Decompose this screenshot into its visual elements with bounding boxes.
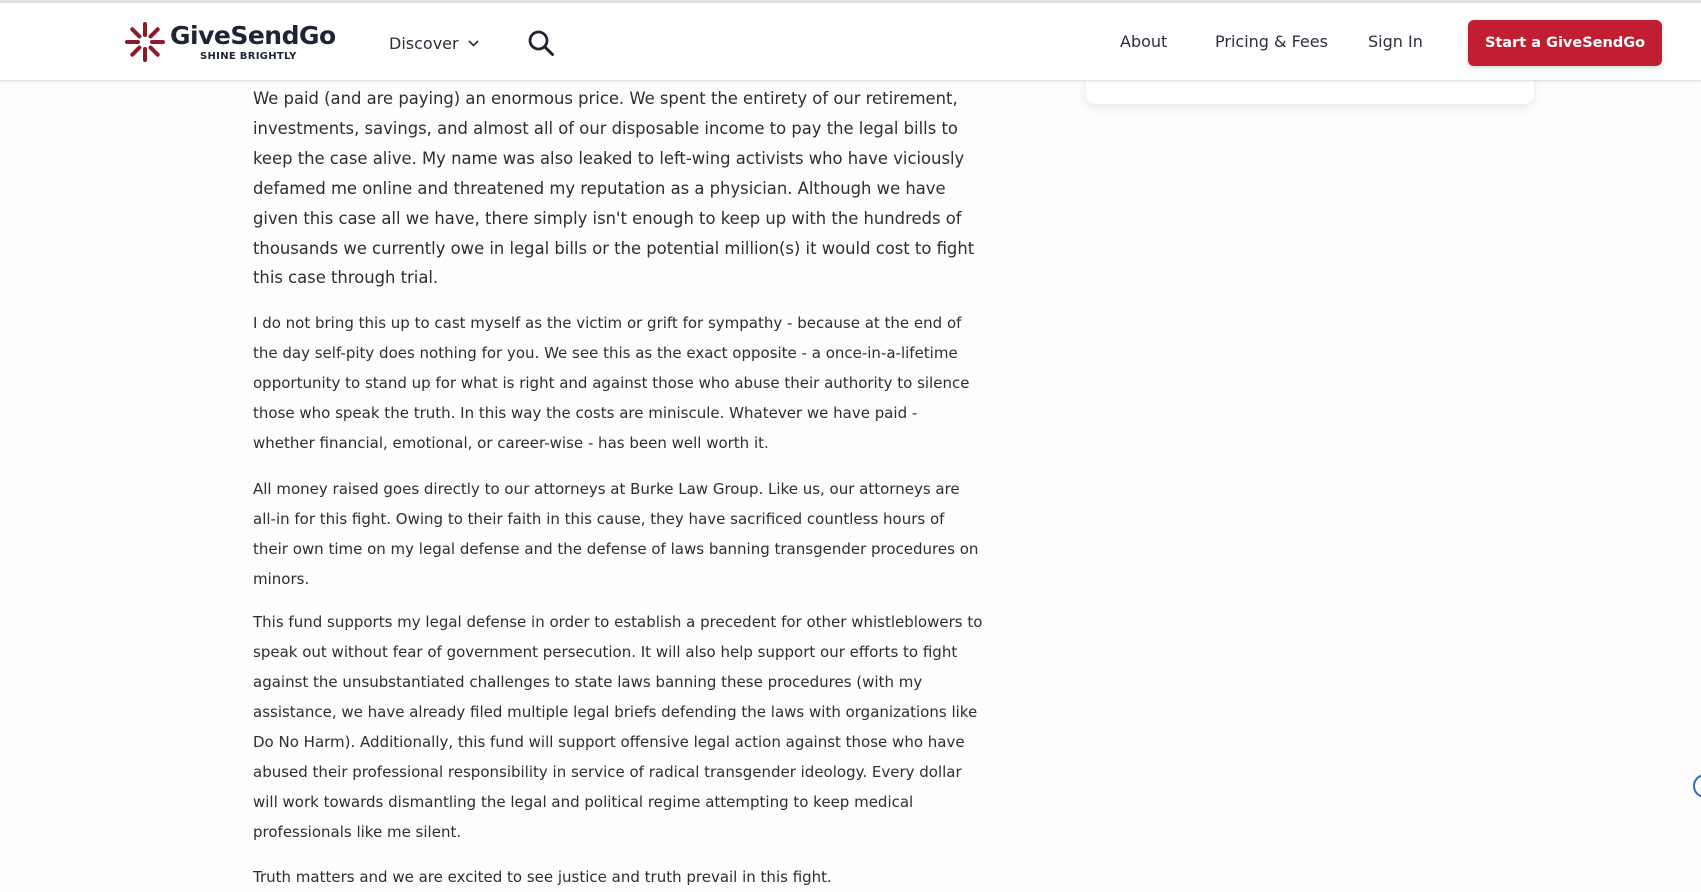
chevron-down-icon: [468, 40, 479, 47]
site-header: [0, 3, 1701, 81]
story-paragraph: All money raised goes directly to our attorneys at Burke Law Group. Like us, our attorneys are all-in for this fight. Owing to their faith in this cause, they have sacrificed countless hours of their own time on my legal defense and the defense of laws banning transgender procedures on minors.: [253, 480, 979, 589]
campaign-story: [253, 84, 983, 892]
story-paragraph: I do not bring this up to cast myself as the victim or grift for sympathy - because at the end of the day self-pity does nothing for you. We see this as the exact opposite - a once-in-a-lifetime opportunity to stand up for what is right and against those who abuse their authority to silence those who speak the truth. In this way the costs are miniscule. Whatever we have paid - whether financial, emotional, or career-wise - has been well worth it.: [253, 314, 970, 453]
logo-tagline: SHINE BRIGHTLY: [200, 51, 297, 62]
discover-label: Discover: [389, 33, 459, 53]
nav-pricing-link[interactable]: Pricing & Fees: [1215, 32, 1328, 51]
nav-signin-link[interactable]: Sign In: [1368, 32, 1423, 51]
search-icon[interactable]: [527, 29, 555, 57]
story-paragraph: We paid (and are paying) an enormous price. We spent the entirety of our retirement, investments, savings, and almost all of our disposable income to pay the legal bills to keep the case alive. My name was also leaked to left-wing activists who have viciously defamed me online and threatened my reputation as a physician. Although we have given this case all we have, there simply isn't enough to keep up with the hundreds of thousands we currently owe in legal bills or the potential million(s) it would cost to fight this case through trial.: [253, 89, 975, 288]
sunburst-logo-icon: [124, 21, 166, 63]
discover-menu[interactable]: [389, 31, 479, 55]
start-givesendgo-button[interactable]: Start a GiveSendGo: [1468, 20, 1662, 66]
logo-wordmark: GiveSendGo: [170, 21, 336, 50]
chat-bubble-icon[interactable]: [1693, 774, 1701, 798]
story-paragraph: This fund supports my legal defense in order to establish a precedent for other whistleblowers to speak out without fear of government persecution. It will also help support our efforts to fight against the unsubstantiated challenges to state laws banning these procedures (with my assistance, we have already filed multiple legal briefs defending the laws with organizations like Do No Harm). Additionally, this fund will support offensive legal action against those who have abused their professional responsibility in service of radical transgender ideology. Every dollar will work towards dismantling the legal and political regime attempting to keep medical professionals like me silent.: [253, 613, 983, 842]
givesendgo-logo[interactable]: [124, 19, 344, 67]
nav-about-link[interactable]: About: [1120, 32, 1168, 51]
story-paragraph-cutoff: Truth matters and we are excited to see justice and truth prevail in this fight.: [253, 868, 832, 887]
